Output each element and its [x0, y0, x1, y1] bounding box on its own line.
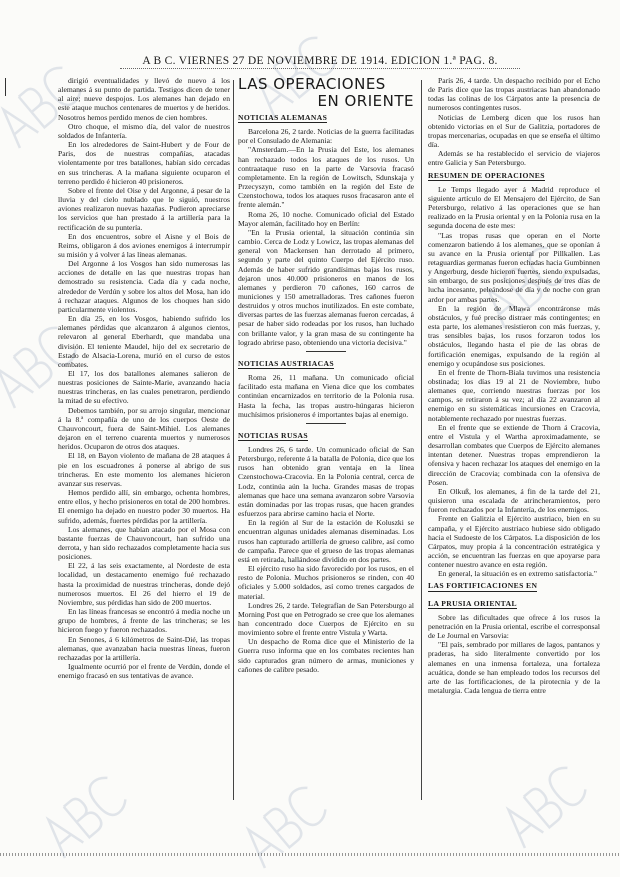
- column-divider: [421, 80, 422, 800]
- separator-rule: [306, 423, 346, 424]
- paragraph: Le Temps llegado ayer á Madrid reproduce el siguiente artículo de El Mensajero del Ejército, de San Petersburgo, relativo á las operaciones que se han realizado en la Prusia oriental y en la Polonia rusa en la segunda docena de este mes:: [428, 184, 600, 231]
- right-column: [428, 76, 600, 695]
- paragraph: En día 25, en los Vosgos, habiendo sufrido los alemanes pérdidas que alcanzaron á algunos cientos, relevaron al general Eberhardt, que mandaba una división. El teniente Maudel, hijo del ex secretario de Estado de Alsacia-Lorena, murió en el curso de estos combates.: [58, 314, 230, 369]
- paragraph: dirigió eventualidades y llevó de nuevo á los alemanes á su punto de partida. Testigos dicen de tener al aire; nueve despojos. Los alemanes han dejado en este ataque muchos centenares de muertos y de heridos. Nosotros hemos perdido menos de cien hombres.: [58, 76, 230, 122]
- paragraph: Además se ha restablecido el servicio de viajeros entre Galicia y San Petersburgo.: [428, 149, 600, 168]
- paragraph: En Olkuß, los alemanes, á fin de la tarde del 21, quisieron una escalada de atrincheramientos, pero fueron rechazados por la Infantería, de los enemigos.: [428, 486, 600, 515]
- paragraph: París 26, 4 tarde. Un despacho recibido por el Echo de Paris dice que las tropas austriacas han abandonado todas las colinas de los Cárpatos ante la presencia de numerosos contingentes rusos.: [428, 76, 600, 113]
- paragraph: Sobre las dificultades que ofrece á los rusos la penetración en la Prusia oriental, escribe el corresponsal de Le Journal en Varsovia:: [428, 612, 600, 641]
- title-line-1: LAS OPERACIONES: [238, 75, 386, 93]
- paragraph: Igualmente ocurrió por el frente de Verdún, donde el enemigo fracasó en sus tentativas de avance.: [58, 662, 230, 681]
- paragraph: "Amsterdam.—En la Prusia del Este, los alemanes han rechazado todos los ataques de los rusos. Un contraataque ruso en la parte de Varsovia fracasó completamente. En la región de Lowitsch, Sdunskaja y Przecyszyn, como también en la región del Este de Czenstochowa, todos los ataques rusos fracasaron ante el frente alemán.": [238, 145, 414, 210]
- section-heading: LAS FORTIFICACIONES EN: [428, 581, 538, 591]
- column-divider: [233, 80, 234, 800]
- section-heading: NOTICIAS RUSAS: [238, 430, 308, 440]
- separator-rule: [306, 351, 346, 352]
- paragraph: Otro choque, el mismo día, del valor de nuestros soldados de Infantería.: [58, 121, 230, 140]
- paragraph: En las líneas francesas se encontró á media noche un grupo de hombres, á frente de las trincheras; se les hicieron fuego y fueron rechazados.: [58, 607, 230, 635]
- paragraph: Londres 26, 6 tarde. Un comunicado oficial de San Petersburgo, referente á la batalla de Polonia, dice que los rusos han obtenido gran ventaja en la línea Czenstochowa-Cracovia. En la Polonia central, cerca de Lodz, continúa aún la lucha. Grandes masas de tropas alemanas que hace una semana avanzaron sobre Varsovia están dominadas por las tropas rusas, que hacen grandes esfuerzos para abrirse camino hacia el Norte.: [238, 445, 414, 519]
- paragraph: En el frente que se extiende de Thorn á Cracovia, entre el Vistula y el Wartha aproximadamente, se desarrollan combates que Cuerpos de Ejército alemanes intentan detener. Nuestras tropas emprendieron la ofensiva y hacen rechazar los ataques del enemigo en la dirección de Cracovia; combinada con la ofensiva de Posen.: [428, 422, 600, 487]
- paragraph: Barcelona 26, 2 tarde. Noticias de la guerra facilitadas por el Consulado de Alemania:: [238, 127, 414, 146]
- paragraph: Un despacho de Roma dice que el Ministerio de la Guerra ruso informa que en los combates recientes han sido capturados gran número de armas, municiones y cañones de calibre pesado.: [238, 637, 414, 674]
- paragraph: "Las tropas rusas que operan en el Norte comenzaron batiendo á los alemanes, que se oponían á su avance en la Prusia oriental por Pillkallen. Las retaguardias germanas fueron echadas hacia Gumbinnen y Angerburg, desde hicieron fuertes, siendo expulsadas, sin embargo, de sus posiciones después de tres días de lucha incesante, peleándose de día y de noche con gran ardor por ambas partes.: [428, 230, 600, 304]
- left-column: [58, 76, 230, 680]
- paragraph: El 18, en Bayon violento de mañana de 28 ataques á pie en los escuadrones á ponerse al abrigo de sus trincheras. En este momento los alemanes hicieron avanzar sus reservas.: [58, 451, 230, 488]
- section-heading: NOTICIAS ALEMANAS: [238, 113, 328, 122]
- center-column: [238, 76, 414, 674]
- scan-bottom-edge: [0, 853, 620, 856]
- section-heading: RESUMEN DE OPERACIONES: [428, 170, 545, 180]
- paragraph: "En la Prusia oriental, la situación continúa sin cambio. Cerca de Lodz y Lowicz, las tropas alemanas del general von Mackensen han derrotado al primero, segundo y parte del quinto Cuerpo del Ejército ruso. Además de haber sufrido grandísimas bajas los rusos, dejaron unos 40.000 prisioneros en manos de los alemanes y perdieron 70 cañones, 160 carros de municiones y 150 ametralladoras. Tres cañones fueron destruidos y otros muchos inutilizados. En este combate, diversas partes de las fuerzas alemanas fueron cercadas, á pesar de haber sido rodeadas por los rusos, han luchado con brillante valor, y la gran masa de su contingente ha logrado abrirse paso, obteniendo una victoria decisiva.": [238, 227, 414, 347]
- paragraph: "El país, sembrado por millares de lagos, pantanos y praderas, ha sido literalmente convertido por los alemanes en una inmensa fortaleza, una fortaleza acuática, donde se han empleado todos los recursos del arte de las fortificaciones, de la pirotecnia y de la metalurgia. Cada lengua de tierra entre: [428, 640, 600, 695]
- paragraph: Roma 26, 11 mañana. Un comunicado oficial facilitado esta mañana en Viena dice que los combates continúan encarnizados en territorio de la Polonia rusa. Hasta la fecha, las tropas austro-húngaras hicieron muchísimos prisioneros é importantes bajas al enemigo.: [238, 373, 414, 419]
- page-header: A B C. VIERNES 27 DE NOVIEMBRE DE 1914. EDICION 1.ª PAG. 8.: [120, 55, 520, 69]
- article-title: [238, 76, 414, 110]
- abc-watermark: [234, 777, 335, 873]
- paragraph: En Senones, á 6 kilómetros de Saint-Dié, las tropas alemanas, que avanzaban hacia nuestras líneas, fueron rechazadas por la artillería.: [58, 634, 230, 662]
- paragraph: El 17, los dos batallones alemanes salieron de nuestras posiciones de Sainte-Marie, avanzando hacia nuestras trincheras, en las cuales penetraron, perdiendo la mitad de su efectivo.: [58, 369, 230, 406]
- section-heading: LA PRUSIA ORIENTAL: [428, 598, 517, 608]
- paragraph: Londres 26, 2 tarde. Telegrafían de San Petersburgo al Morning Post que en Petrogrado se cree que los alemanes han concentrado doce Cuerpos de Ejército en su movimiento sobre el frente entre Vistula y Warta.: [238, 600, 414, 638]
- paragraph: Debemos también, por su arrojo singular, mencionar á la 8.ª compañía de uno de los cuerpos Oeste de Chauvoncourt, fuera de Saint-Mihiel. Los alemanes dejaron en el terreno cuarenta muertos y numerosos heridos. Ocuparon de otros dos ataques.: [58, 405, 230, 452]
- paragraph: En los alrededores de Saint-Hubert y de Four de Paris, dos de nuestras compañías, atacadas violentamente por tres batallones, habían sido cercadas en sus trincheras. A la mañana siguiente ocuparon el terreno perdido é hicieron 40 prisioneros.: [58, 140, 230, 186]
- paragraph: Los alemanes, que habían atacado por el Mosa con bastante fuerzas de Chauvoncourt, han sufrido una derrota, y han sido rechazados completamente hacia sus posiciones.: [58, 524, 230, 562]
- paragraph: En la región al Sur de la estación de Koluszki se encuentran algunas unidades alemanas diseminadas. Los rusos han capturado artillería de grueso calibre, así como de campaña. Parece que el grueso de las tropas alemanas está en retirada, hallándose dividido en dos partes.: [238, 518, 414, 564]
- paragraph: Hemos perdido allí, sin embargo, ochenta hombres, entre ellos, y hecho prisioneros en total de 200 hombres. El enemigo ha dejado en nuestro poder 30 muertos. Ha sufrido, además, fuertes pérdidas por la artillería.: [58, 488, 230, 525]
- paragraph: Frente en Galitzia el Ejército austriaco, bien en su campaña, y el Ejército austriaco hubiese sido obligado hacia el Sudoeste de los Cárpatos. La disposición de los Cárpatos, muy propia á la concentración estratégica y acción, se encuentran las fuerzas en que apoyarse para contener nuestro avance en esta región.: [428, 514, 600, 570]
- paragraph: Del Argonne á los Vosgos han sido numerosas las acciones de detalle en las que nuestras tropas han demostrado su resistencia. Cada día y cada noche, alrededor de Verdún y sobre los altos del Mosa, han ido á rechazar ataques. Algunos de los choques han sido particularmente violentos.: [58, 259, 230, 314]
- paragraph: En general, la situación es en extremo satisfactoria.": [438, 569, 597, 579]
- paragraph: Noticias de Lemberg dicen que los rusos han obtenido victorias en el Sur de Galitzia, portadores de tropas mercenarias, ocupadas en que se enseña el último día.: [428, 112, 600, 150]
- abc-watermark: [494, 757, 595, 853]
- paragraph: En dos encuentros, sobre el Aisne y el Bois de Reims, obligaron á dos aviones enemigos á interrumpir su misión y á volver á las líneas alemanas.: [58, 231, 230, 259]
- abc-watermark: [34, 767, 135, 863]
- paragraph: En el frente de Thorn-Biala tuvimos una resistencia obstinada; los días 19 al 21 de Noviembre, hubo alemanes que, corriendo nuestras fuerzas por los campos, se retiraron á su vez; al día 22 avanzaron al enemigo en su sistemáticas incursiones en Cracovia, notablemente rechazado por nuestras fuerzas.: [428, 367, 600, 423]
- scan-margin-mark: [5, 78, 6, 96]
- paragraph: El 22, á las seis exactamente, al Nordeste de esta localidad, un destacamento enemigo fué rechazado hasta la proximidad de nuestras trincheras, donde dejó numerosos muertos. El 26 del hierro el 19 de Noviembre, sus pérdidas han sido de 200 muertos.: [58, 561, 230, 607]
- title-line-2: EN ORIENTE: [317, 92, 414, 110]
- paragraph: En la región de Mlawa encontráronse más obstáculos, y fué preciso distraer más contingentes; en esta parte, los alemanes resistieron con más fuerzas, y, tras sensibles bajas, los rusos forzaron todos los obstáculos, llegando hasta el pie de las obras de fortificación enemigas, expulsando de la región al enemigo y ocupándose sus posiciones.: [428, 303, 600, 368]
- paragraph: Roma 26, 10 noche. Comunicado oficial del Estado Mayor alemán, facilitado hoy en Berlín:: [238, 209, 414, 228]
- section-heading: NOTICIAS AUSTRIACAS: [238, 358, 335, 368]
- paragraph: El ejército ruso ha sido favorecido por los rusos, en el resto de Polonia. Muchos prisioneros se rinden, con 40 oficiales y 5.000 soldados, así como trenes cargados de material.: [238, 564, 414, 601]
- paragraph: Sobre el frente del Oise y del Argonne, á pesar de la lluvia y del cielo nublado que le siguió, nuestros aviones realizaron nuevas hazañas. Pudieron apreciarse los servicios que han prestado á la artillería para la rectificación de su puntería.: [58, 185, 230, 232]
